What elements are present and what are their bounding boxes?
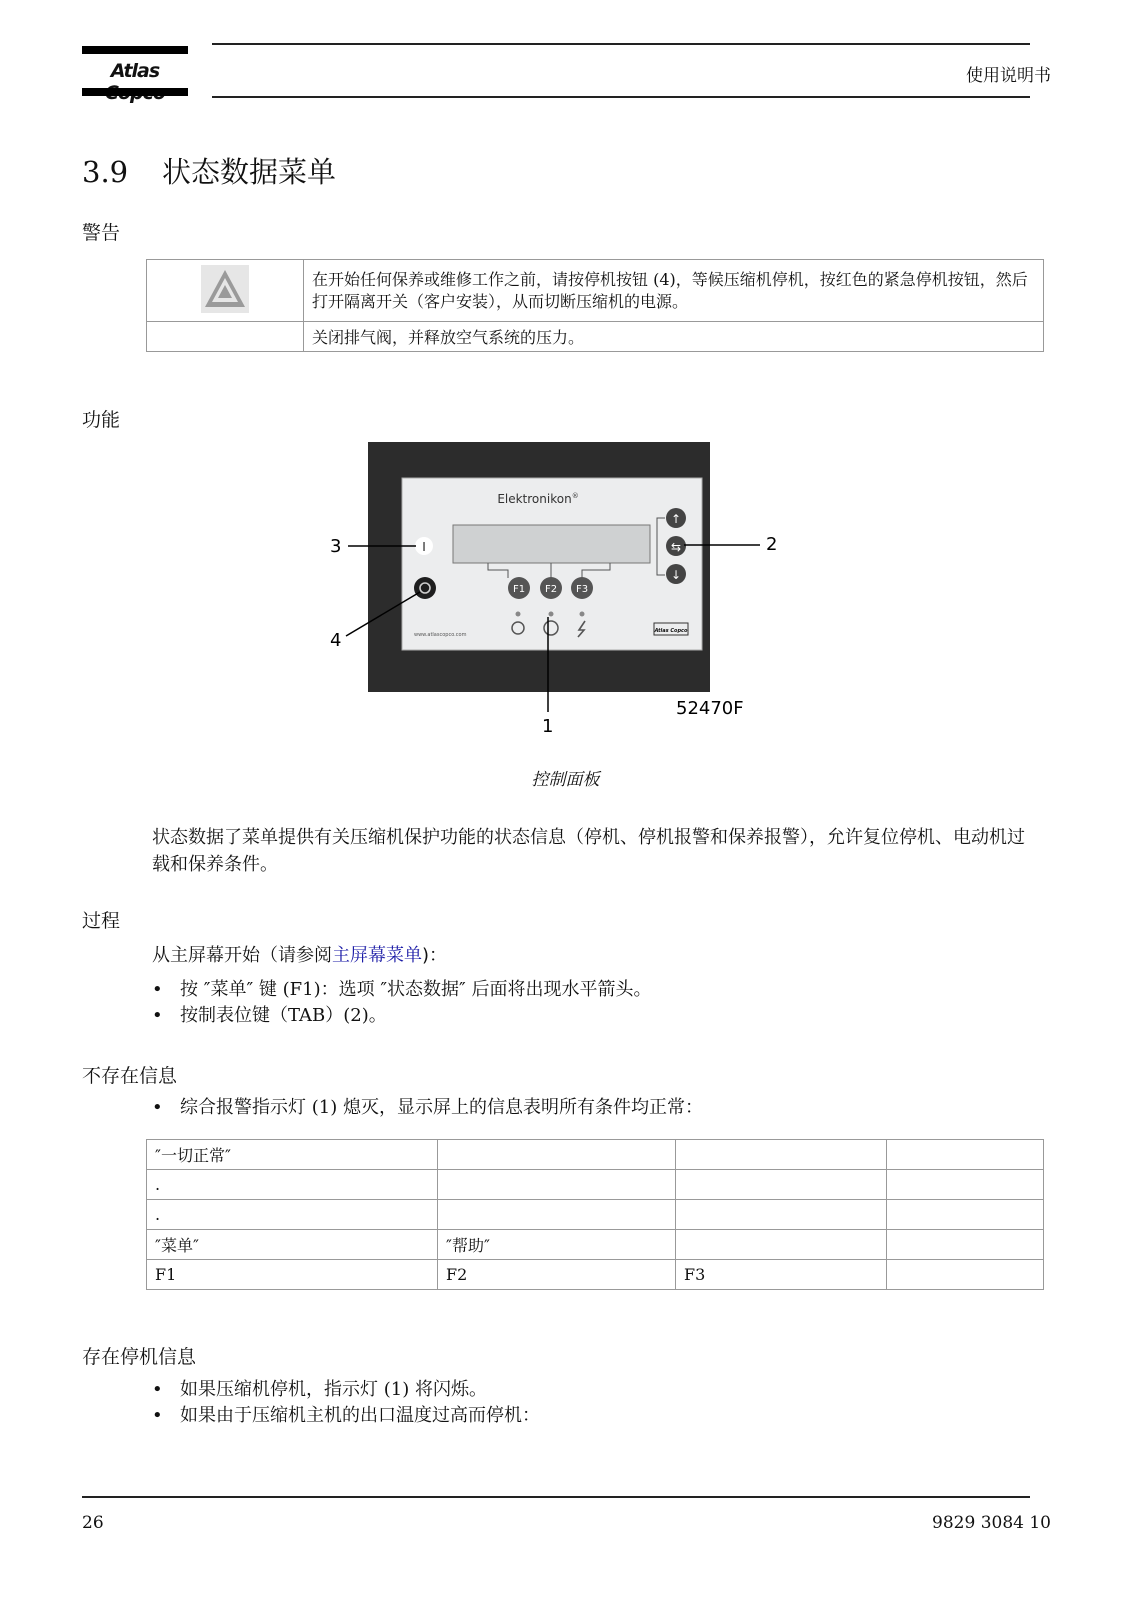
procedure-intro-text: 从主屏幕开始（请参阅 [152, 945, 332, 966]
main-screen-menu-link[interactable]: 主屏幕菜单 [332, 945, 422, 966]
shutdown-bullet: • 如果压缩机停机，指示灯 (1) 将闪烁。 [152, 1377, 540, 1403]
svg-text:F3: F3 [575, 584, 589, 595]
warning-table [146, 259, 1044, 352]
section-title [82, 150, 336, 191]
warning-text-1: 在开始任何保养或维修工作之前，请按停机按钮 (4)，等候压缩机停机，按红色的紧急停机按钮，然后打开隔离开关（客户安装），从而切断压缩机的电源。 [304, 260, 1044, 322]
display-cell [676, 1200, 887, 1230]
display-cell: . [147, 1200, 438, 1230]
no-message-bullet: • 综合报警指示灯 (1) 熄灭，显示屏上的信息表明所有条件均正常： [152, 1095, 703, 1121]
logo-bar-top [82, 46, 188, 54]
atlas-copco-logo: Atlas [110, 60, 160, 82]
f1-key[interactable] [508, 577, 530, 599]
no-message-bullets [152, 1095, 703, 1121]
warning-heading: 警告 [82, 222, 121, 244]
up-arrow-key[interactable] [666, 508, 686, 528]
led-left [516, 612, 521, 617]
page-number: 26 [82, 1513, 104, 1533]
doc-type-label: 使用说明书 [966, 66, 1051, 86]
stop-button[interactable] [414, 577, 436, 599]
display-cell [676, 1170, 887, 1200]
header-rule-top [212, 43, 1030, 45]
display-cell: ″帮助″ [438, 1230, 676, 1260]
control-panel-figure [320, 440, 780, 740]
display-table [146, 1139, 1044, 1290]
display-cell: F3 [676, 1260, 887, 1290]
panel-brand: Elektronikon® [497, 492, 579, 506]
panel-website: www.atlascopco.com [414, 632, 467, 638]
display-cell [676, 1140, 887, 1170]
svg-text:⇆: ⇆ [670, 540, 682, 554]
svg-text:F1: F1 [512, 584, 526, 595]
svg-text:↑: ↑ [670, 512, 682, 526]
svg-text:I: I [422, 540, 426, 554]
footer-rule [82, 1496, 1030, 1498]
logo-bar-bottom [82, 88, 188, 96]
panel-logo-text: Atlas Copco [654, 628, 688, 634]
procedure-step: • 按 ″菜单″ 键 (F1)：选项 ″状态数据″ 后面将出现水平箭头。 [152, 977, 652, 1003]
procedure-intro-end: )： [422, 945, 448, 966]
shutdown-message-heading: 存在停机信息 [82, 1346, 197, 1368]
procedure-intro [152, 941, 447, 967]
function-description: 状态数据了菜单提供有关压缩机保护功能的状态信息（停机、停机报警和保养报警），允许复位停机、电动机过载和保养条件。 [152, 827, 1025, 875]
header-rule-bottom [212, 96, 1030, 98]
figure-code: 52470F [676, 698, 744, 719]
svg-text:↓: ↓ [670, 568, 682, 582]
display-cell: F2 [438, 1260, 676, 1290]
callout-1: 1 [542, 716, 554, 737]
section-title-text: 状态数据菜单 [162, 155, 337, 189]
start-button[interactable] [415, 537, 433, 555]
warning-empty-cell [147, 322, 304, 352]
led-middle [549, 612, 554, 617]
display-cell [887, 1230, 1044, 1260]
section-number: 3.9 [82, 155, 129, 189]
function-heading: 功能 [82, 409, 121, 431]
display-cell [887, 1200, 1044, 1230]
shutdown-message-bullets [152, 1377, 540, 1429]
callout-4: 4 [330, 630, 342, 651]
display-cell [438, 1200, 676, 1230]
procedure-step: • 按制表位键（TAB）(2)。 [152, 1003, 652, 1029]
procedure-heading: 过程 [82, 910, 121, 932]
display-cell [887, 1140, 1044, 1170]
figure-caption: 控制面板 [531, 770, 600, 790]
shutdown-bullet: • 如果由于压缩机主机的出口温度过高而停机： [152, 1403, 540, 1429]
warning-icon-cell [147, 260, 304, 322]
led-right [580, 612, 585, 617]
display-cell [887, 1170, 1044, 1200]
panel-display [453, 525, 650, 563]
doc-number: 9829 3084 10 [932, 1513, 1051, 1533]
display-cell [438, 1170, 676, 1200]
f3-key[interactable] [571, 577, 593, 599]
callout-2: 2 [766, 534, 778, 555]
display-cell [887, 1260, 1044, 1290]
display-cell [676, 1230, 887, 1260]
procedure-steps [152, 977, 652, 1029]
callout-3: 3 [330, 536, 342, 557]
svg-text:F2: F2 [544, 584, 558, 595]
display-cell: F1 [147, 1260, 438, 1290]
tab-key[interactable] [666, 536, 686, 556]
display-cell: ″菜单″ [147, 1230, 438, 1260]
f2-key[interactable] [540, 577, 562, 599]
down-arrow-key[interactable] [666, 564, 686, 584]
no-message-heading: 不存在信息 [82, 1065, 178, 1087]
warning-triangle-icon [201, 298, 249, 317]
warning-text-2: 关闭排气阀，并释放空气系统的压力。 [304, 322, 1044, 352]
display-cell [438, 1140, 676, 1170]
display-cell: ″一切正常″ [147, 1140, 438, 1170]
display-cell: . [147, 1170, 438, 1200]
